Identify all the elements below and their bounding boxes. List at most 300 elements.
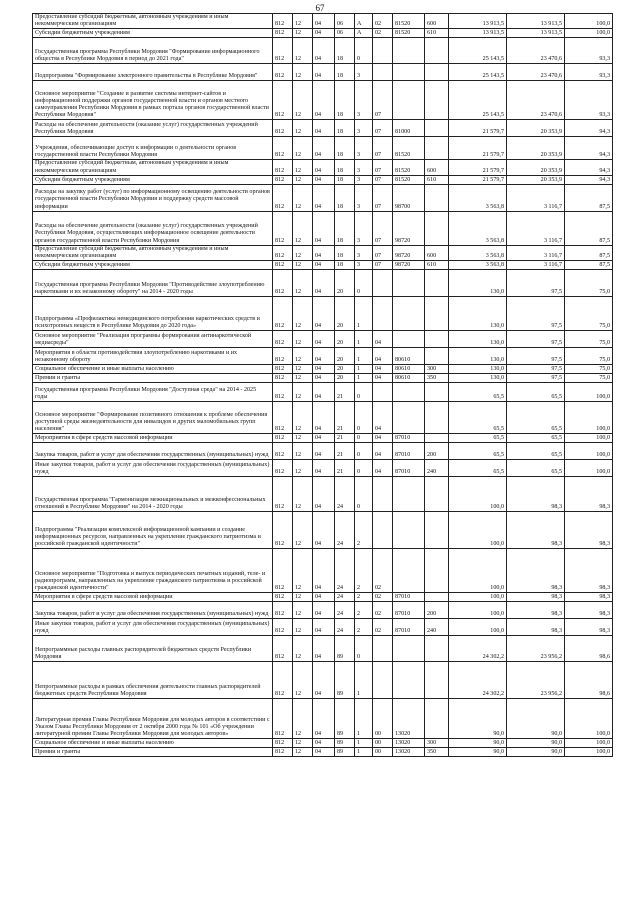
cell-p4: 81000 <box>393 120 425 137</box>
cell-p1: 24 <box>335 477 355 512</box>
cell-vr <box>425 383 449 402</box>
cell-s2: 13 913,5 <box>507 14 565 29</box>
cell-pr: 04 <box>313 348 335 365</box>
cell-pct: 98,3 <box>565 549 613 593</box>
cell-name: Основное мероприятие "Формирование позитивного отношения к проблеме обеспечения доступной среды жизнедеятельности для инвалидов и других маломобильных групп населения" <box>33 402 273 434</box>
cell-ved: 812 <box>273 175 293 184</box>
cell-s2: 65,5 <box>507 383 565 402</box>
cell-p2: 1 <box>355 662 373 699</box>
cell-s2: 97,5 <box>507 270 565 297</box>
cell-ved: 812 <box>273 270 293 297</box>
cell-ved: 812 <box>273 434 293 443</box>
cell-p3: 02 <box>373 29 393 38</box>
cell-ved: 812 <box>273 331 293 348</box>
cell-p2: 3 <box>355 160 373 175</box>
table-row <box>33 443 613 460</box>
cell-pr: 04 <box>313 549 335 593</box>
table-row <box>33 64 613 81</box>
cell-p1: 24 <box>335 602 355 619</box>
cell-p3: 07 <box>373 175 393 184</box>
cell-rz: 12 <box>293 748 313 757</box>
cell-name: Расходы на обеспечение деятельности (оказание услуг) государственных учреждений Республики Мордовия, осуществляющих информационное освещение деятельности органов государственной власти Республики Мордовия <box>33 211 273 245</box>
cell-p4: 87010 <box>393 460 425 477</box>
cell-p3: 04 <box>373 374 393 383</box>
table-row <box>33 374 613 383</box>
cell-vr <box>425 331 449 348</box>
cell-p1: 18 <box>335 184 355 211</box>
cell-pr: 04 <box>313 160 335 175</box>
cell-rz: 12 <box>293 619 313 636</box>
cell-p1: 06 <box>335 14 355 29</box>
cell-vr <box>425 512 449 549</box>
cell-p4: 81520 <box>393 137 425 160</box>
cell-ved: 812 <box>273 374 293 383</box>
cell-p3: 07 <box>373 81 393 120</box>
cell-p2: 2 <box>355 619 373 636</box>
cell-p2: 1 <box>355 331 373 348</box>
cell-p4: 81520 <box>393 14 425 29</box>
cell-pct: 75,0 <box>565 331 613 348</box>
cell-p4: 13020 <box>393 748 425 757</box>
cell-p1: 18 <box>335 175 355 184</box>
cell-s1: 65,5 <box>449 383 507 402</box>
cell-pct: 100,0 <box>565 443 613 460</box>
cell-p4 <box>393 512 425 549</box>
cell-name: Предоставление субсидий бюджетным, автономным учреждениям и иным некоммерческим организациям <box>33 14 273 29</box>
cell-p1: 18 <box>335 211 355 245</box>
cell-pr: 04 <box>313 14 335 29</box>
cell-p3: 02 <box>373 602 393 619</box>
cell-name: Непрограммные расходы в рамках обеспечения деятельности главных распорядителей бюджетных средств Республики Мордовия <box>33 662 273 699</box>
table-row <box>33 739 613 748</box>
cell-rz: 12 <box>293 38 313 64</box>
cell-pr: 04 <box>313 29 335 38</box>
cell-p3: 04 <box>373 402 393 434</box>
cell-pct: 75,0 <box>565 270 613 297</box>
cell-s1: 100,0 <box>449 549 507 593</box>
cell-s2: 20 353,9 <box>507 137 565 160</box>
cell-ved: 812 <box>273 739 293 748</box>
table-row <box>33 137 613 160</box>
cell-p2: 1 <box>355 365 373 374</box>
cell-name: Основное мероприятие "Создание и развитие системы интернет-сайтов и информационной поддержки органов государственной власти и органов местного самоуправления Республики Мордовия в рамках портала органов государственной власти Республики Мордовия" <box>33 81 273 120</box>
cell-ved: 812 <box>273 593 293 602</box>
cell-pr: 04 <box>313 81 335 120</box>
cell-vr <box>425 402 449 434</box>
cell-p1: 18 <box>335 64 355 81</box>
cell-p2: 1 <box>355 699 373 739</box>
cell-p1: 89 <box>335 662 355 699</box>
cell-name: Социальное обеспечение и иные выплаты населению <box>33 365 273 374</box>
cell-s2: 98,3 <box>507 549 565 593</box>
cell-ved: 812 <box>273 160 293 175</box>
cell-ved: 812 <box>273 619 293 636</box>
table-row <box>33 365 613 374</box>
cell-name: Закупка товаров, работ и услуг для обеспечения государственных (муниципальных) нужд <box>33 443 273 460</box>
cell-pct: 94,3 <box>565 137 613 160</box>
table-row <box>33 348 613 365</box>
cell-p4 <box>393 331 425 348</box>
cell-s2: 65,5 <box>507 434 565 443</box>
cell-s2: 90,0 <box>507 748 565 757</box>
table-row <box>33 434 613 443</box>
cell-pr: 04 <box>313 739 335 748</box>
table-row <box>33 460 613 477</box>
cell-s1: 13 913,5 <box>449 29 507 38</box>
cell-pct: 75,0 <box>565 297 613 331</box>
cell-name: Государственная программа Республики Мордовия "Формирование информационного общества в Республике Мордовия в период до 2021 года" <box>33 38 273 64</box>
table-row <box>33 512 613 549</box>
cell-pct: 75,0 <box>565 348 613 365</box>
cell-p3: 04 <box>373 348 393 365</box>
cell-s1: 100,0 <box>449 602 507 619</box>
cell-rz: 12 <box>293 270 313 297</box>
cell-p4: 81520 <box>393 29 425 38</box>
cell-p3: 04 <box>373 331 393 348</box>
cell-vr <box>425 184 449 211</box>
cell-p3: 00 <box>373 739 393 748</box>
cell-vr <box>425 297 449 331</box>
cell-rz: 12 <box>293 297 313 331</box>
cell-name: Иные закупки товаров, работ и услуг для обеспечения государственных (муниципальных) нужд <box>33 619 273 636</box>
table-row <box>33 14 613 29</box>
cell-pr: 04 <box>313 662 335 699</box>
cell-s1: 90,0 <box>449 699 507 739</box>
table-row <box>33 549 613 593</box>
cell-p3: 04 <box>373 443 393 460</box>
cell-rz: 12 <box>293 434 313 443</box>
cell-p4 <box>393 549 425 593</box>
cell-ved: 812 <box>273 261 293 270</box>
cell-pr: 04 <box>313 211 335 245</box>
cell-pr: 04 <box>313 402 335 434</box>
cell-rz: 12 <box>293 593 313 602</box>
cell-s1: 3 563,8 <box>449 261 507 270</box>
cell-pr: 04 <box>313 245 335 260</box>
cell-pr: 04 <box>313 64 335 81</box>
cell-p1: 20 <box>335 348 355 365</box>
cell-s1: 21 579,7 <box>449 175 507 184</box>
table-row <box>33 270 613 297</box>
cell-pct: 94,3 <box>565 120 613 137</box>
cell-p2: 1 <box>355 739 373 748</box>
cell-p3: 04 <box>373 365 393 374</box>
cell-pr: 04 <box>313 365 335 374</box>
cell-p2: 3 <box>355 137 373 160</box>
cell-p3: 07 <box>373 160 393 175</box>
cell-p3 <box>373 477 393 512</box>
cell-s1: 24 302,2 <box>449 636 507 662</box>
cell-p4: 87010 <box>393 593 425 602</box>
cell-s1: 25 143,5 <box>449 38 507 64</box>
cell-s1: 130,0 <box>449 374 507 383</box>
cell-p1: 21 <box>335 383 355 402</box>
cell-name: Подпрограмма "Реализация комплексной информационной кампании и создание информационных ресурсов, направленных на укрепление гражданского патриотизма и российской гражданской идентичности" <box>33 512 273 549</box>
cell-pct: 98,6 <box>565 636 613 662</box>
cell-pr: 04 <box>313 175 335 184</box>
cell-p4: 98720 <box>393 245 425 260</box>
cell-ved: 812 <box>273 443 293 460</box>
cell-p1: 20 <box>335 374 355 383</box>
cell-vr: 240 <box>425 619 449 636</box>
cell-p3: 07 <box>373 211 393 245</box>
cell-s2: 23 956,2 <box>507 662 565 699</box>
cell-vr <box>425 662 449 699</box>
cell-p1: 18 <box>335 245 355 260</box>
cell-p2: 0 <box>355 636 373 662</box>
cell-name: Расходы на обеспечение деятельности (оказание услуг) государственных учреждений Республики Мордовия <box>33 120 273 137</box>
table-row <box>33 38 613 64</box>
cell-p2: 2 <box>355 512 373 549</box>
cell-p4 <box>393 270 425 297</box>
cell-p4 <box>393 81 425 120</box>
cell-s2: 98,3 <box>507 593 565 602</box>
cell-rz: 12 <box>293 636 313 662</box>
cell-vr: 240 <box>425 460 449 477</box>
cell-s2: 65,5 <box>507 460 565 477</box>
cell-name: Подпрограмма "Формирование электронного правительства в Республике Мордовия" <box>33 64 273 81</box>
table-row <box>33 261 613 270</box>
cell-pr: 04 <box>313 434 335 443</box>
cell-s1: 100,0 <box>449 477 507 512</box>
cell-p1: 18 <box>335 160 355 175</box>
cell-vr <box>425 81 449 120</box>
cell-s1: 21 579,7 <box>449 160 507 175</box>
cell-pct: 93,3 <box>565 38 613 64</box>
cell-vr: 600 <box>425 160 449 175</box>
table-row <box>33 297 613 331</box>
cell-name: Субсидии бюджетным учреждениям <box>33 175 273 184</box>
cell-ved: 812 <box>273 602 293 619</box>
cell-p1: 89 <box>335 699 355 739</box>
cell-s1: 130,0 <box>449 348 507 365</box>
cell-rz: 12 <box>293 699 313 739</box>
cell-name: Основное мероприятие "Реализация программы формирования антинаркотической медиасреды" <box>33 331 273 348</box>
cell-p2: 0 <box>355 434 373 443</box>
cell-p1: 24 <box>335 549 355 593</box>
cell-ved: 812 <box>273 297 293 331</box>
cell-s2: 20 353,9 <box>507 120 565 137</box>
table-row <box>33 160 613 175</box>
cell-rz: 12 <box>293 460 313 477</box>
cell-p1: 18 <box>335 261 355 270</box>
cell-pr: 04 <box>313 297 335 331</box>
cell-p2: 3 <box>355 175 373 184</box>
cell-ved: 812 <box>273 662 293 699</box>
cell-rz: 12 <box>293 64 313 81</box>
cell-rz: 12 <box>293 14 313 29</box>
cell-name: Субсидии бюджетным учреждениям <box>33 29 273 38</box>
table-row <box>33 699 613 739</box>
cell-p3: 02 <box>373 619 393 636</box>
cell-p4 <box>393 383 425 402</box>
cell-s1: 90,0 <box>449 739 507 748</box>
cell-p1: 24 <box>335 593 355 602</box>
cell-p3 <box>373 38 393 64</box>
cell-s1: 65,5 <box>449 460 507 477</box>
cell-pr: 04 <box>313 38 335 64</box>
cell-p4: 81520 <box>393 175 425 184</box>
cell-vr <box>425 137 449 160</box>
cell-ved: 812 <box>273 38 293 64</box>
table-row <box>33 477 613 512</box>
cell-vr: 300 <box>425 739 449 748</box>
cell-p3 <box>373 512 393 549</box>
cell-name: Мероприятия в сфере средств массовой информации <box>33 593 273 602</box>
cell-s2: 3 116,7 <box>507 261 565 270</box>
table-row <box>33 245 613 260</box>
cell-p2: 0 <box>355 270 373 297</box>
cell-vr: 600 <box>425 245 449 260</box>
cell-p4: 87010 <box>393 443 425 460</box>
cell-rz: 12 <box>293 184 313 211</box>
cell-ved: 812 <box>273 245 293 260</box>
cell-p4 <box>393 402 425 434</box>
cell-s1: 130,0 <box>449 297 507 331</box>
cell-pr: 04 <box>313 512 335 549</box>
table-row <box>33 175 613 184</box>
cell-pr: 04 <box>313 602 335 619</box>
cell-pct: 98,3 <box>565 602 613 619</box>
cell-pr: 04 <box>313 374 335 383</box>
cell-vr <box>425 434 449 443</box>
cell-p4: 87010 <box>393 602 425 619</box>
table-row <box>33 211 613 245</box>
cell-vr <box>425 593 449 602</box>
cell-rz: 12 <box>293 739 313 748</box>
cell-vr: 610 <box>425 29 449 38</box>
cell-s2: 98,3 <box>507 477 565 512</box>
cell-p4: 13020 <box>393 739 425 748</box>
cell-rz: 12 <box>293 374 313 383</box>
cell-vr <box>425 211 449 245</box>
cell-pct: 75,0 <box>565 365 613 374</box>
cell-pct: 93,3 <box>565 81 613 120</box>
cell-pr: 04 <box>313 619 335 636</box>
cell-vr: 200 <box>425 443 449 460</box>
cell-s2: 97,5 <box>507 365 565 374</box>
cell-pct: 98,3 <box>565 512 613 549</box>
cell-pct: 100,0 <box>565 739 613 748</box>
cell-pr: 04 <box>313 443 335 460</box>
cell-ved: 812 <box>273 348 293 365</box>
cell-s2: 23 470,6 <box>507 81 565 120</box>
table-row <box>33 383 613 402</box>
cell-p1: 18 <box>335 120 355 137</box>
cell-rz: 12 <box>293 602 313 619</box>
cell-pct: 100,0 <box>565 434 613 443</box>
cell-p3 <box>373 662 393 699</box>
cell-name: Премии и гранты <box>33 374 273 383</box>
cell-s1: 65,5 <box>449 402 507 434</box>
cell-p3: 02 <box>373 14 393 29</box>
cell-name: Литературная премия Главы Республики Мордовия для молодых авторов в соответствии с Указом Главы Республики Мордовия от 2 октября 2000 года № 101 «Об учреждении литературной премии Главы Республики Мордовия для молодых авторов» <box>33 699 273 739</box>
cell-rz: 12 <box>293 477 313 512</box>
table-row <box>33 81 613 120</box>
cell-rz: 12 <box>293 512 313 549</box>
cell-p4 <box>393 662 425 699</box>
cell-rz: 12 <box>293 662 313 699</box>
table-row <box>33 619 613 636</box>
cell-s2: 98,3 <box>507 619 565 636</box>
cell-ved: 812 <box>273 184 293 211</box>
cell-s2: 98,3 <box>507 602 565 619</box>
cell-name: Государственная программа Республики Мордовия "Доступная среда" на 2014 - 2025 годы <box>33 383 273 402</box>
cell-rz: 12 <box>293 348 313 365</box>
cell-rz: 12 <box>293 402 313 434</box>
cell-pct: 100,0 <box>565 29 613 38</box>
cell-name: Субсидии бюджетным учреждениям <box>33 261 273 270</box>
cell-p1: 20 <box>335 331 355 348</box>
cell-rz: 12 <box>293 120 313 137</box>
cell-s1: 3 563,8 <box>449 184 507 211</box>
cell-name: Учреждения, обеспечивающие доступ к информации о деятельности органов государственной власти Республики Мордовия <box>33 137 273 160</box>
cell-s2: 97,5 <box>507 331 565 348</box>
cell-p1: 21 <box>335 434 355 443</box>
cell-vr <box>425 64 449 81</box>
cell-rz: 12 <box>293 365 313 374</box>
cell-s1: 21 579,7 <box>449 120 507 137</box>
cell-pct: 98,3 <box>565 619 613 636</box>
cell-name: Государственная программа "Гармонизация межнациональных и межконфессиональных отношений в Республике Мордовия" на 2014 - 2020 годы <box>33 477 273 512</box>
cell-p2: 0 <box>355 443 373 460</box>
cell-s1: 130,0 <box>449 331 507 348</box>
cell-p2: 3 <box>355 245 373 260</box>
cell-s2: 97,5 <box>507 297 565 331</box>
cell-p4 <box>393 64 425 81</box>
cell-vr: 350 <box>425 748 449 757</box>
cell-p4: 81520 <box>393 160 425 175</box>
cell-p1: 89 <box>335 636 355 662</box>
table-row <box>33 331 613 348</box>
cell-s2: 65,5 <box>507 443 565 460</box>
cell-pct: 87,5 <box>565 261 613 270</box>
cell-pr: 04 <box>313 460 335 477</box>
cell-pr: 04 <box>313 137 335 160</box>
cell-p4 <box>393 477 425 512</box>
cell-p1: 89 <box>335 739 355 748</box>
budget-table <box>32 13 613 757</box>
cell-name: Социальное обеспечение и иные выплаты населению <box>33 739 273 748</box>
cell-pr: 04 <box>313 120 335 137</box>
cell-name: Предоставление субсидий бюджетным, автономным учреждениям и иным некоммерческим организациям <box>33 245 273 260</box>
cell-ved: 812 <box>273 402 293 434</box>
cell-p2: 3 <box>355 261 373 270</box>
cell-rz: 12 <box>293 261 313 270</box>
cell-p2: 2 <box>355 549 373 593</box>
cell-name: Основное мероприятие "Подготовка и выпуск периодических печатных изданий, теле- и радиопрограмм, направленных на укрепление гражданского патриотизма и российской гражданской идентичности" <box>33 549 273 593</box>
table-row <box>33 748 613 757</box>
cell-pct: 93,3 <box>565 64 613 81</box>
cell-s2: 3 116,7 <box>507 245 565 260</box>
cell-p3: 07 <box>373 245 393 260</box>
cell-s2: 90,0 <box>507 739 565 748</box>
page-number: 67 <box>315 3 325 13</box>
cell-vr: 610 <box>425 175 449 184</box>
cell-vr: 200 <box>425 602 449 619</box>
table-row <box>33 662 613 699</box>
cell-rz: 12 <box>293 137 313 160</box>
cell-s1: 25 143,5 <box>449 81 507 120</box>
cell-p4: 98720 <box>393 261 425 270</box>
cell-p2: 0 <box>355 477 373 512</box>
cell-ved: 812 <box>273 460 293 477</box>
cell-pct: 100,0 <box>565 14 613 29</box>
cell-s1: 90,0 <box>449 748 507 757</box>
cell-p2: 3 <box>355 64 373 81</box>
cell-p4 <box>393 297 425 331</box>
cell-pct: 94,3 <box>565 160 613 175</box>
